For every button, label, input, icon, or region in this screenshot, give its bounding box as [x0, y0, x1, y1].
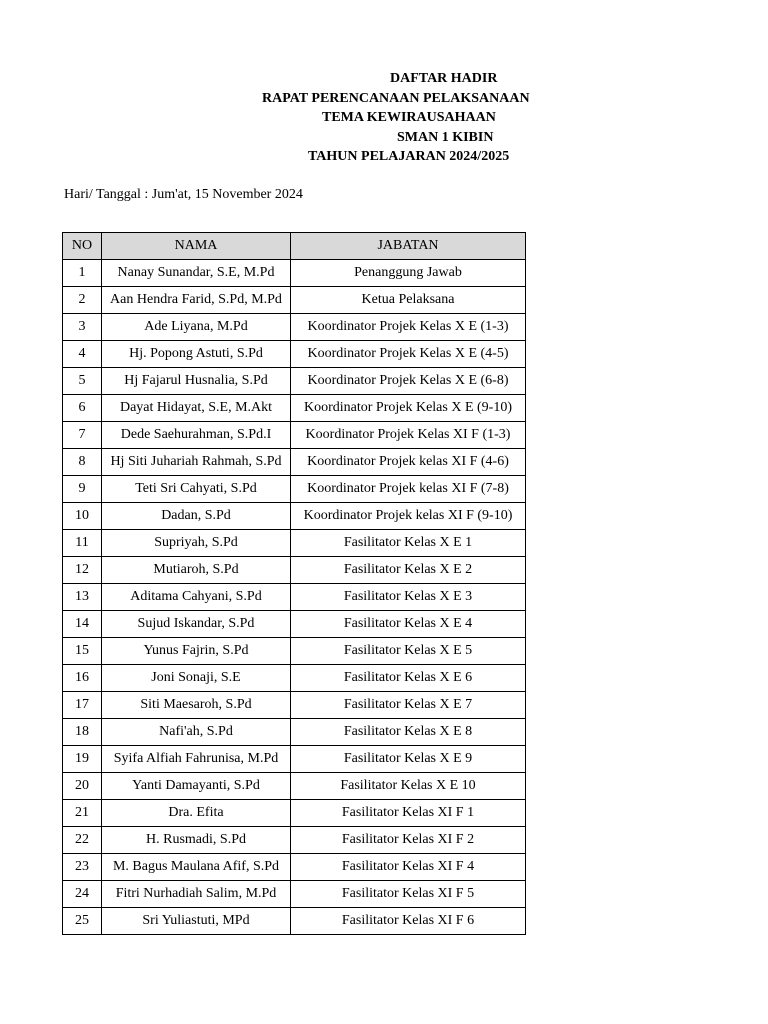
- table-row: [63, 800, 526, 827]
- row-position: Fasilitator Kelas X E 3: [291, 584, 526, 611]
- row-name: Dede Saehurahman, S.Pd.I: [102, 422, 291, 449]
- row-number: 9: [63, 476, 102, 503]
- row-position: Koordinator Projek Kelas XI F (1-3): [291, 422, 526, 449]
- row-position: Fasilitator Kelas X E 6: [291, 665, 526, 692]
- row-name: Nafi'ah, S.Pd: [102, 719, 291, 746]
- table-row: [63, 368, 526, 395]
- row-position: Koordinator Projek kelas XI F (4-6): [291, 449, 526, 476]
- row-name: Yanti Damayanti, S.Pd: [102, 773, 291, 800]
- table-header-row: [63, 233, 526, 260]
- row-number: 24: [63, 881, 102, 908]
- table-row: [63, 503, 526, 530]
- row-number: 18: [63, 719, 102, 746]
- table-row: [63, 719, 526, 746]
- row-position: Fasilitator Kelas XI F 6: [291, 908, 526, 935]
- table-row: [63, 881, 526, 908]
- table-row: [63, 584, 526, 611]
- table-row: [63, 287, 526, 314]
- row-position: Fasilitator Kelas X E 8: [291, 719, 526, 746]
- row-number: 6: [63, 395, 102, 422]
- table-row: [63, 341, 526, 368]
- row-name: Sri Yuliastuti, MPd: [102, 908, 291, 935]
- row-name: Nanay Sunandar, S.E, M.Pd: [102, 260, 291, 287]
- row-position: Fasilitator Kelas X E 9: [291, 746, 526, 773]
- row-number: 20: [63, 773, 102, 800]
- row-name: Ade Liyana, M.Pd: [102, 314, 291, 341]
- row-position: Koordinator Projek Kelas X E (4-5): [291, 341, 526, 368]
- row-number: 5: [63, 368, 102, 395]
- table-row: [63, 557, 526, 584]
- title-academic-year: TAHUN PELAJARAN 2024/2025: [308, 149, 510, 164]
- table-row: [63, 854, 526, 881]
- row-position: Fasilitator Kelas X E 4: [291, 611, 526, 638]
- row-position: Ketua Pelaksana: [291, 287, 526, 314]
- table-row: [63, 638, 526, 665]
- row-number: 21: [63, 800, 102, 827]
- table-row: [63, 476, 526, 503]
- row-number: 4: [63, 341, 102, 368]
- table-row: [63, 449, 526, 476]
- row-position: Koordinator Projek Kelas X E (9-10): [291, 395, 526, 422]
- row-number: 8: [63, 449, 102, 476]
- row-position: Fasilitator Kelas X E 1: [291, 530, 526, 557]
- row-number: 19: [63, 746, 102, 773]
- row-number: 12: [63, 557, 102, 584]
- row-name: Mutiaroh, S.Pd: [102, 557, 291, 584]
- row-number: 22: [63, 827, 102, 854]
- table-row: [63, 422, 526, 449]
- row-position: Fasilitator Kelas X E 7: [291, 692, 526, 719]
- row-position: Fasilitator Kelas XI F 4: [291, 854, 526, 881]
- row-number: 15: [63, 638, 102, 665]
- table-row: [63, 746, 526, 773]
- row-number: 3: [63, 314, 102, 341]
- table-row: [63, 611, 526, 638]
- row-name: Dadan, S.Pd: [102, 503, 291, 530]
- table-row: [63, 314, 526, 341]
- meeting-date: Hari/ Tanggal : Jum'at, 15 November 2024: [64, 187, 303, 202]
- attendance-rows: [63, 260, 526, 935]
- row-name: Hj Fajarul Husnalia, S.Pd: [102, 368, 291, 395]
- row-name: Joni Sonaji, S.E: [102, 665, 291, 692]
- row-name: Hj Siti Juhariah Rahmah, S.Pd: [102, 449, 291, 476]
- row-number: 1: [63, 260, 102, 287]
- row-number: 7: [63, 422, 102, 449]
- row-position: Koordinator Projek kelas XI F (7-8): [291, 476, 526, 503]
- row-position: Koordinator Projek kelas XI F (9-10): [291, 503, 526, 530]
- column-header-jabatan: JABATAN: [291, 233, 526, 260]
- title-tema: TEMA KEWIRAUSAHAAN: [322, 110, 496, 125]
- row-name: Aan Hendra Farid, S.Pd, M.Pd: [102, 287, 291, 314]
- row-name: Dayat Hidayat, S.E, M.Akt: [102, 395, 291, 422]
- table-row: [63, 530, 526, 557]
- row-position: Koordinator Projek Kelas X E (6-8): [291, 368, 526, 395]
- row-name: Supriyah, S.Pd: [102, 530, 291, 557]
- row-name: Syifa Alfiah Fahrunisa, M.Pd: [102, 746, 291, 773]
- row-number: 11: [63, 530, 102, 557]
- row-name: Dra. Efita: [102, 800, 291, 827]
- row-position: Fasilitator Kelas XI F 5: [291, 881, 526, 908]
- row-number: 17: [63, 692, 102, 719]
- row-number: 16: [63, 665, 102, 692]
- row-position: Fasilitator Kelas XI F 2: [291, 827, 526, 854]
- table-row: [63, 260, 526, 287]
- attendance-table: [62, 232, 526, 935]
- row-number: 10: [63, 503, 102, 530]
- row-name: Teti Sri Cahyati, S.Pd: [102, 476, 291, 503]
- row-position: Fasilitator Kelas X E 5: [291, 638, 526, 665]
- row-name: Hj. Popong Astuti, S.Pd: [102, 341, 291, 368]
- table-row: [63, 692, 526, 719]
- row-position: Fasilitator Kelas X E 2: [291, 557, 526, 584]
- row-position: Penanggung Jawab: [291, 260, 526, 287]
- row-name: Aditama Cahyani, S.Pd: [102, 584, 291, 611]
- row-name: Yunus Fajrin, S.Pd: [102, 638, 291, 665]
- row-position: Koordinator Projek Kelas X E (1-3): [291, 314, 526, 341]
- table-row: [63, 908, 526, 935]
- row-number: 2: [63, 287, 102, 314]
- table-row: [63, 665, 526, 692]
- row-number: 13: [63, 584, 102, 611]
- table-row: [63, 395, 526, 422]
- row-number: 25: [63, 908, 102, 935]
- row-number: 23: [63, 854, 102, 881]
- title-rapat: RAPAT PERENCANAAN PELAKSANAAN: [262, 91, 530, 106]
- row-name: Sujud Iskandar, S.Pd: [102, 611, 291, 638]
- row-position: Fasilitator Kelas XI F 1: [291, 800, 526, 827]
- row-name: H. Rusmadi, S.Pd: [102, 827, 291, 854]
- table-row: [63, 773, 526, 800]
- column-header-nama: NAMA: [102, 233, 291, 260]
- row-number: 14: [63, 611, 102, 638]
- title-school: SMAN 1 KIBIN: [397, 130, 494, 145]
- table-row: [63, 827, 526, 854]
- row-name: Siti Maesaroh, S.Pd: [102, 692, 291, 719]
- row-name: M. Bagus Maulana Afif, S.Pd: [102, 854, 291, 881]
- title-daftar-hadir: DAFTAR HADIR: [390, 71, 498, 86]
- row-position: Fasilitator Kelas X E 10: [291, 773, 526, 800]
- row-name: Fitri Nurhadiah Salim, M.Pd: [102, 881, 291, 908]
- column-header-no: NO: [63, 233, 102, 260]
